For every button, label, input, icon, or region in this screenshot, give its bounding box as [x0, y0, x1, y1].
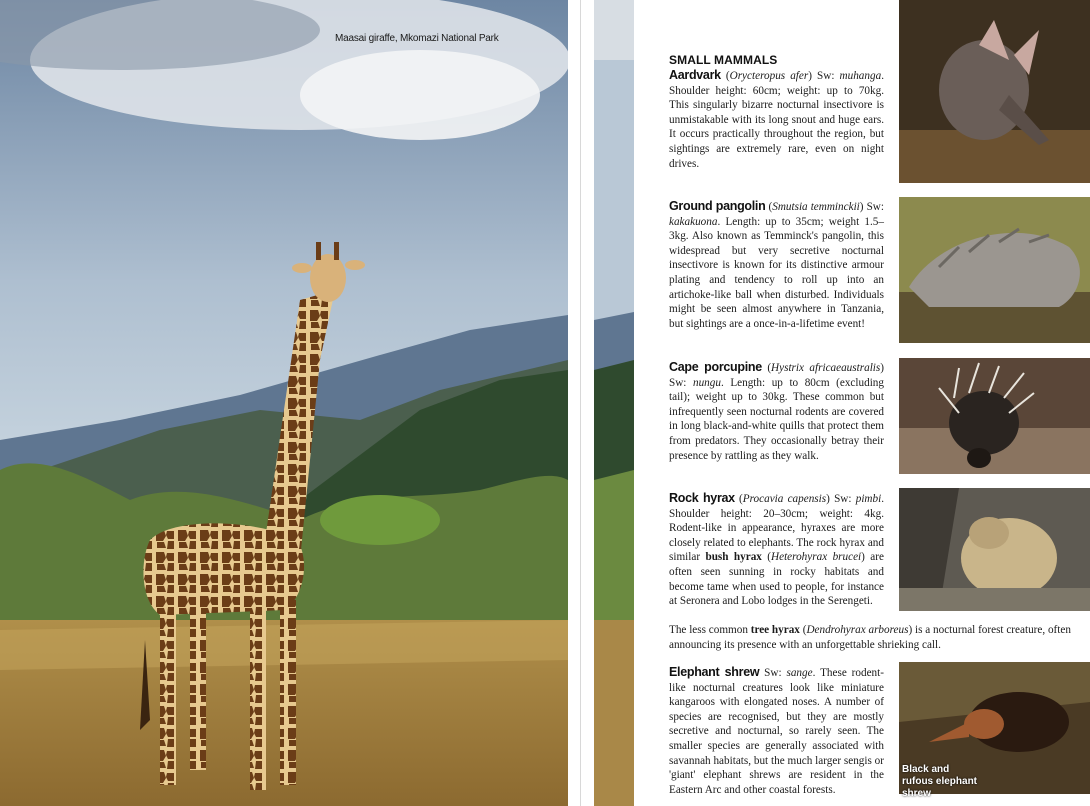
entry-text: . Length: up to 35cm; weight 1.5–3kg. Also known as Temminck's pangolin, this widespread but very secretive nocturnal insectivore is known for its distinctive armour plating and tendency to roll up into an artichoke-like ball when disturbed. Individuals might be seen almost anywhere in Tanzania, but sightings are a once-in-a-lifetime event! — [669, 215, 884, 330]
entry-aardvark: Aardvark (Orycteropus afer) Sw: muhanga. Shoulder height: 60cm; weight: up to 70kg. This singularly bizarre nocturnal insectivore is unmistakable with its long snout and huge ears. It occurs practically throughout the region, but sightings are extremely rare, even on night drives. — [669, 68, 884, 170]
photo-strip — [594, 0, 634, 806]
entry-rock-hyrax: Rock hyrax (Procavia capensis) Sw: pimbi. Shoulder height: 20–30cm; weight: 4kg. Rodent-like in appearance, hyraxes are more closely related to elephants. The rock hyrax and similar bush hyrax (Heterohyrax brucei) are often seen sunning in rocky habitats and become tame when used to people, for instance at Seronera and Lobo lodges in the Serengeti. — [669, 491, 884, 608]
entry-text: . Length: up to 80cm (excluding tail); weight up to 30kg. These common but infrequently seen nocturnal rodents are covered in long black-and-white quills that protect them from predators. They occasionally betray their presence by rattling as they walk. — [669, 376, 884, 462]
note-latin: Dendrohyrax arboreus — [806, 624, 909, 636]
entry-latin: Hystrix africaeaustralis — [771, 362, 881, 374]
elephant-shrew-caption: Black and rufous elephant shrew — [902, 764, 978, 799]
entry-ground-pangolin: Ground pangolin (Smutsia temminckii) Sw: kakakuona. Length: up to 35cm; weight 1.5–3kg. Also known as Temminck's pangolin, this widespread but very secretive nocturnal insectivore is known for its distinctive armour plating and tendency to roll up into an artichoke-like ball when disturbed. Individuals might be seen almost anywhere in Tanzania, but sightings are a once-in-a-lifetime event! — [669, 199, 884, 330]
entry-sw-label: Sw: — [829, 493, 856, 505]
note-text: The less common — [669, 624, 751, 636]
entry-latin: Orycteropus afer — [729, 70, 809, 82]
entry-latin: Smutsia temminckii — [772, 201, 860, 213]
entry-swahili: muhanga — [839, 70, 882, 82]
entry-sw-label: Sw: — [863, 201, 884, 213]
note-text-2: is a nocturnal forest creature, often announcing its presence with an unforgettable shrieking call. — [669, 624, 1071, 651]
entry-name: Aardvark — [669, 68, 721, 82]
porcupine-photo — [899, 358, 1090, 474]
entry-sw-label: Sw: — [669, 376, 693, 389]
entry-latin-2: Heterohyrax brucei — [771, 551, 862, 564]
entry-text: . Shoulder height: 60cm; weight: up to 70kg. This singularly bizarre nocturnal insectivore is unmistakable with its long snout and huge ears. It occurs practically throughout the region, but sightings are extremely rare, even on night drives. — [669, 70, 884, 170]
entry-name: Rock hyrax — [669, 491, 735, 505]
entry-sw-label: Sw: — [759, 667, 787, 679]
note-bold-term: tree hyrax — [750, 624, 800, 636]
gutter-divider — [580, 0, 581, 806]
entry-swahili: kakakuona — [669, 215, 718, 228]
section-title: SMALL MAMMALS — [669, 53, 778, 67]
entry-sw-label: Sw: — [811, 70, 840, 82]
photo-caption: Maasai giraffe, Mkomazi National Park — [335, 33, 499, 44]
entry-tree-hyrax-note: The less common tree hyrax (Dendrohyrax arboreus) is a nocturnal forest creature, often announcing its presence with an unforgettable shrieking call. — [669, 624, 1071, 651]
pangolin-photo — [899, 197, 1090, 343]
entry-elephant-shrew — [669, 665, 884, 797]
entry-bold-term: bush hyrax — [705, 551, 762, 564]
entry-text: . These rodent-like nocturnal creatures look like miniature kangaroos with elongated noses. A number of species are recognised, but they are mostly secretive and nocturnal, so rarely seen. The smaller species are generally associated with savannah habitats, but the much larger sengis or 'giant' elephant shrews are resident in the Eastern Arc and other coastal forests. — [669, 667, 884, 796]
aardvark-photo — [899, 0, 1090, 183]
page-gutter — [568, 0, 594, 806]
hyrax-photo — [899, 488, 1090, 611]
entry-swahili: pimbi — [855, 493, 882, 505]
entry-name: Elephant shrew — [669, 665, 760, 679]
entry-name: Ground pangolin — [669, 199, 766, 213]
entry-swahili: sange — [786, 667, 813, 679]
entry-text: . Shoulder height: 20–30cm; weight: 4kg. Rodent-like in appearance, hyraxes are more closely related to elephants. The rock hyrax and similar — [669, 493, 884, 564]
entry-cape-porcupine: Cape porcupine (Hystrix africaeaustralis) Sw: nungu. Length: up to 80cm (excluding tail); weight up to 30kg. These common but infrequently seen nocturnal rodents are covered in long black-and-white quills that protect them from predators. They occasionally betray their presence by rattling as they walk. — [669, 360, 884, 462]
entry-swahili: nungu — [692, 376, 721, 389]
entry-latin: Procavia capensis — [742, 493, 827, 505]
entry-text-2: are often seen sunning in rocky habitats and become tame when used to people, for instance at Seronera and Lobo lodges in the Serengeti. — [669, 551, 884, 608]
entry-name: Cape porcupine — [669, 360, 762, 374]
